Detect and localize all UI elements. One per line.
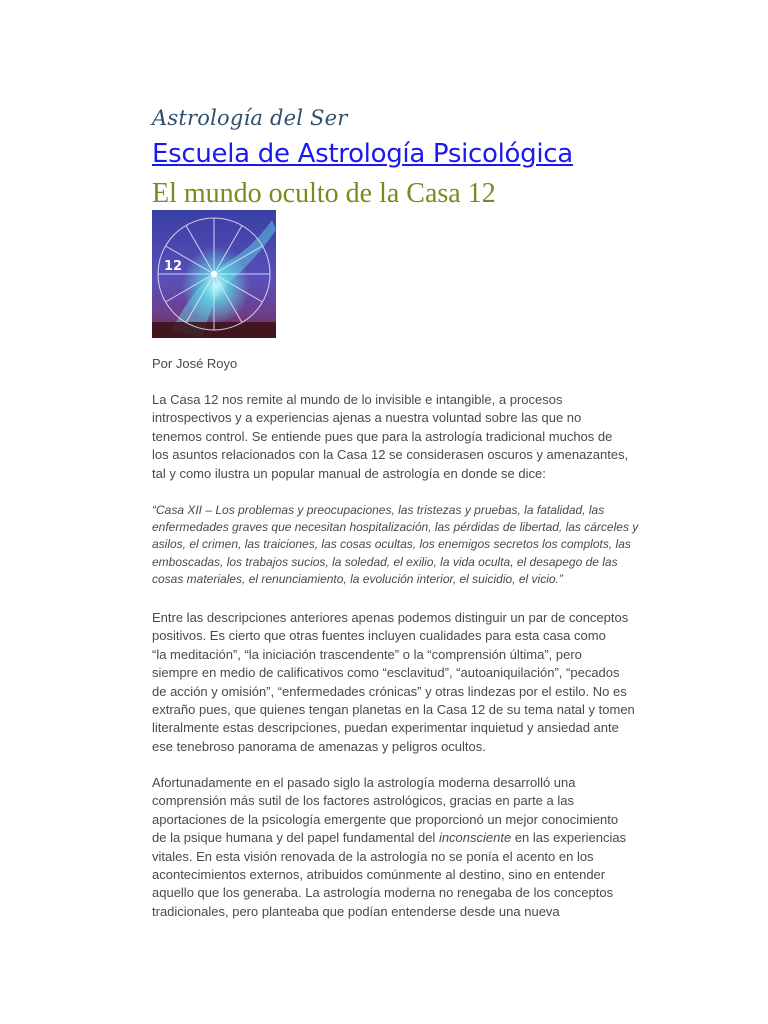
text-line: aquello que los generaba. La astrología moderna no renegaba de los conceptos (152, 885, 614, 901)
quote-line: emboscadas, los trabajos sucios, la soledad, el exilio, la vida oculta, el desapego de las (152, 554, 618, 569)
paragraph-modern-astrology (152, 774, 672, 921)
text-line: aportaciones de la psicología emergente que proporcionó un mejor conocimiento (152, 811, 619, 827)
emphasis-inconsciente: inconsciente (438, 830, 512, 846)
quote-line: asilos, el crimen, las traiciones, las cosas ocultas, los enemigos secretos los complots, las (152, 537, 631, 552)
quote-line: cosas materiales, el renunciamiento, la evolución interior, el suicidio, el vicio.” (152, 571, 563, 586)
article-title: El mundo oculto de la Casa 12 (152, 178, 496, 209)
paragraph-intro (152, 391, 672, 483)
text-line: introspectivos y a experiencias ajenas a nuestra voluntad sobre las que no (152, 410, 582, 426)
quote-line: “Casa XII – Los problemas y preocupaciones, las tristezas y pruebas, la fatalidad, las (152, 503, 605, 517)
text-line: Afortunadamente en el pasado siglo la astrología moderna desarrolló una (152, 775, 576, 790)
school-link[interactable]: Escuela de Astrología Psicológica (152, 139, 573, 169)
text-line: ese tenebroso panorama de amenazas y peligros ocultos. (152, 738, 486, 754)
text-line: La Casa 12 nos remite al mundo de lo invisible e intangible, a procesos (152, 392, 563, 407)
text-line: positivos. Es cierto que otras fuentes incluyen cualidades para esta casa como (152, 628, 606, 644)
quote-block (152, 502, 672, 588)
text-line: “la meditación”, “la iniciación trascendente” o la “comprensión última”, pero (152, 646, 582, 662)
text-line: los asuntos relacionados con la Casa 12 se considerasen oscuros y amenazantes, (152, 447, 629, 463)
text-line: vitales. En esta visión renovada de la astrología no se ponía el acento en los (152, 848, 594, 864)
text-line: tal y como ilustra un popular manual de astrología en donde se dice: (152, 465, 546, 481)
text-span: de la psique humana y del papel fundamental del (152, 830, 439, 846)
brand-title: Astrología del Ser (152, 106, 348, 130)
text-line: tradicionales, pero planteaba que podían entenderse desde una nueva (152, 903, 560, 919)
house-number-label: 12 (164, 259, 183, 274)
text-line: acontecimientos externos, atribuidos comúnmente al destino, sino en entender (152, 867, 606, 883)
text-line: Entre las descripciones anteriores apenas podemos distinguir un par de conceptos (152, 610, 629, 625)
text-line (152, 829, 672, 847)
text-line: comprensión más sutil de los factores astrológicos, gracias en parte a las (152, 793, 574, 809)
paragraph-descriptions (152, 609, 672, 756)
text-line: extraño pues, que quienes tengan planetas en la Casa 12 de su tema natal y tomen (152, 702, 635, 718)
text-line: de acción y omisión”, “enfermedades crónicas” y otras lindezas por el estilo. No es (152, 683, 627, 699)
author-byline: Por José Royo (152, 356, 238, 371)
text-span: en las experiencias (511, 830, 627, 846)
text-line: siempre en medio de calificativos como “esclavitud”, “autoaniquilación”, “pecados (152, 665, 620, 681)
text-line: literalmente estas descripciones, puedan experimentar inquietud y ansiedad ante (152, 720, 619, 736)
quote-line: enfermedades graves que necesitan hospitalización, las pérdidas de libertad, las cárceles y (152, 520, 639, 535)
house-12-wheel-image (152, 210, 276, 338)
text-line: tenemos control. Se entiende pues que para la astrología tradicional muchos de (152, 428, 613, 444)
